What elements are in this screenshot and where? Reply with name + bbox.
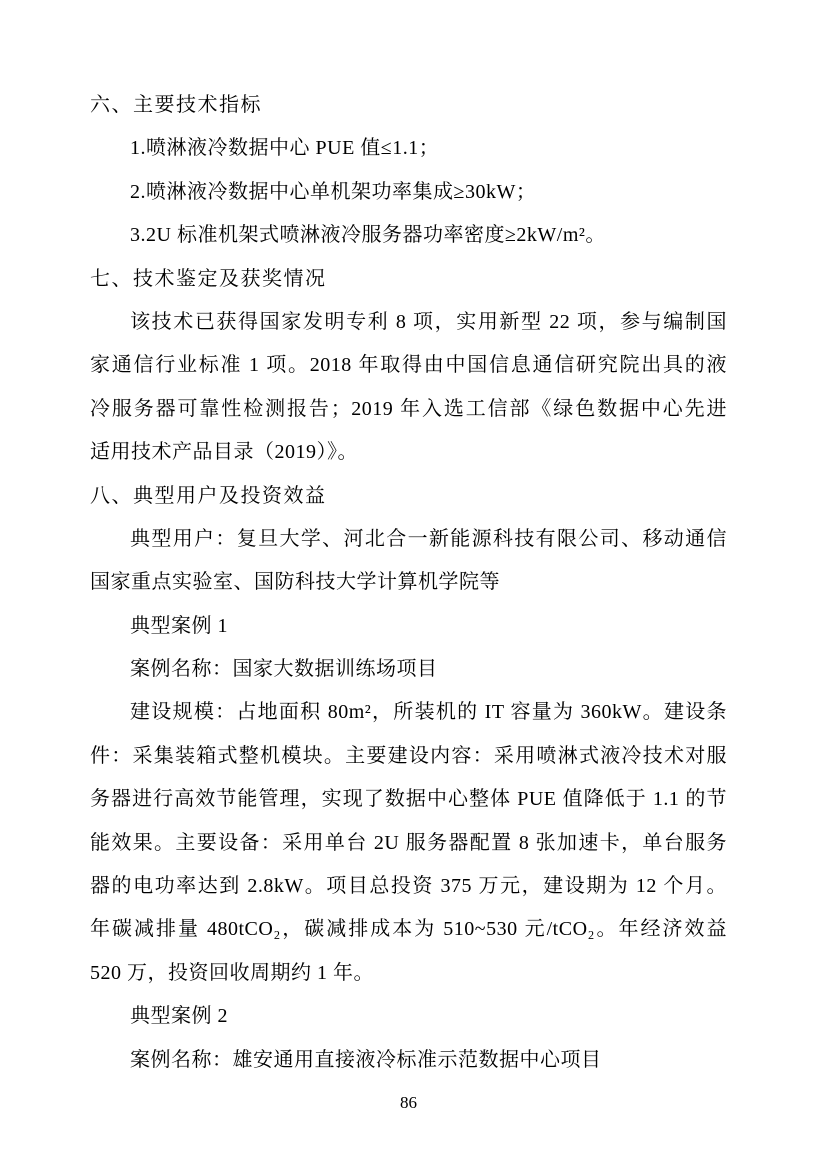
section-heading-appraisal-awards: 七、技术鉴定及获奖情况	[90, 267, 327, 290]
case-2-label: 典型案例 2	[130, 1005, 228, 1028]
page-number: 86	[400, 1092, 417, 1112]
section-heading-main-indicators: 六、主要技术指标	[90, 94, 262, 116]
doc-line: 建设规模：占地面积 80m²，所装机的 IT 容量为 360kW。建设条	[130, 701, 727, 724]
doc-line: 冷服务器可靠性检测报告；2019 年入选工信部《绿色数据中心先进	[90, 397, 727, 420]
section-heading-users-benefits: 八、典型用户及投资效益	[90, 484, 327, 507]
doc-line: 家通信行业标准 1 项。2018 年取得由中国信息通信研究院出具的液	[90, 354, 727, 377]
doc-line: 典型用户：复旦大学、河北合一新能源科技有限公司、移动通信	[130, 527, 727, 550]
doc-line: 务器进行高效节能管理，实现了数据中心整体 PUE 值降低于 1.1 的节	[90, 788, 727, 811]
doc-line: 能效果。主要设备：采用单台 2U 服务器配置 8 张加速卡，单台服务	[90, 831, 727, 854]
indicator-item-2: 2.喷淋液冷数据中心单机架功率集成≥30kW；	[130, 180, 537, 203]
doc-line: 国家重点实验室、国防科技大学计算机学院等	[90, 571, 500, 594]
case-1-name: 案例名称：国家大数据训练场项目	[130, 658, 438, 681]
doc-line: 件：采集装箱式整机模块。主要建设内容：采用喷淋式液冷技术对服	[90, 744, 727, 767]
doc-line: 适用技术产品目录（2019）》。	[90, 441, 358, 464]
doc-line: 器的电功率达到 2.8kW。项目总投资 375 万元，建设期为 12 个月。	[90, 875, 727, 898]
doc-line: 该技术已获得国家发明专利 8 项，实用新型 22 项，参与编制国	[130, 310, 727, 333]
doc-line: 年碳减排量 480tCO₂，碳减排成本为 510~530 元/tCO₂。年经济效益	[90, 918, 727, 941]
doc-line: 520 万，投资回收周期约 1 年。	[90, 961, 374, 984]
indicator-item-1: 1.喷淋液冷数据中心 PUE 值≤1.1；	[130, 137, 440, 160]
indicator-item-3: 3.2U 标准机架式喷淋液冷服务器功率密度≥2kW/m²。	[130, 224, 606, 247]
case-1-label: 典型案例 1	[130, 614, 228, 637]
case-2-name: 案例名称：雄安通用直接液冷标准示范数据中心项目	[130, 1048, 602, 1071]
